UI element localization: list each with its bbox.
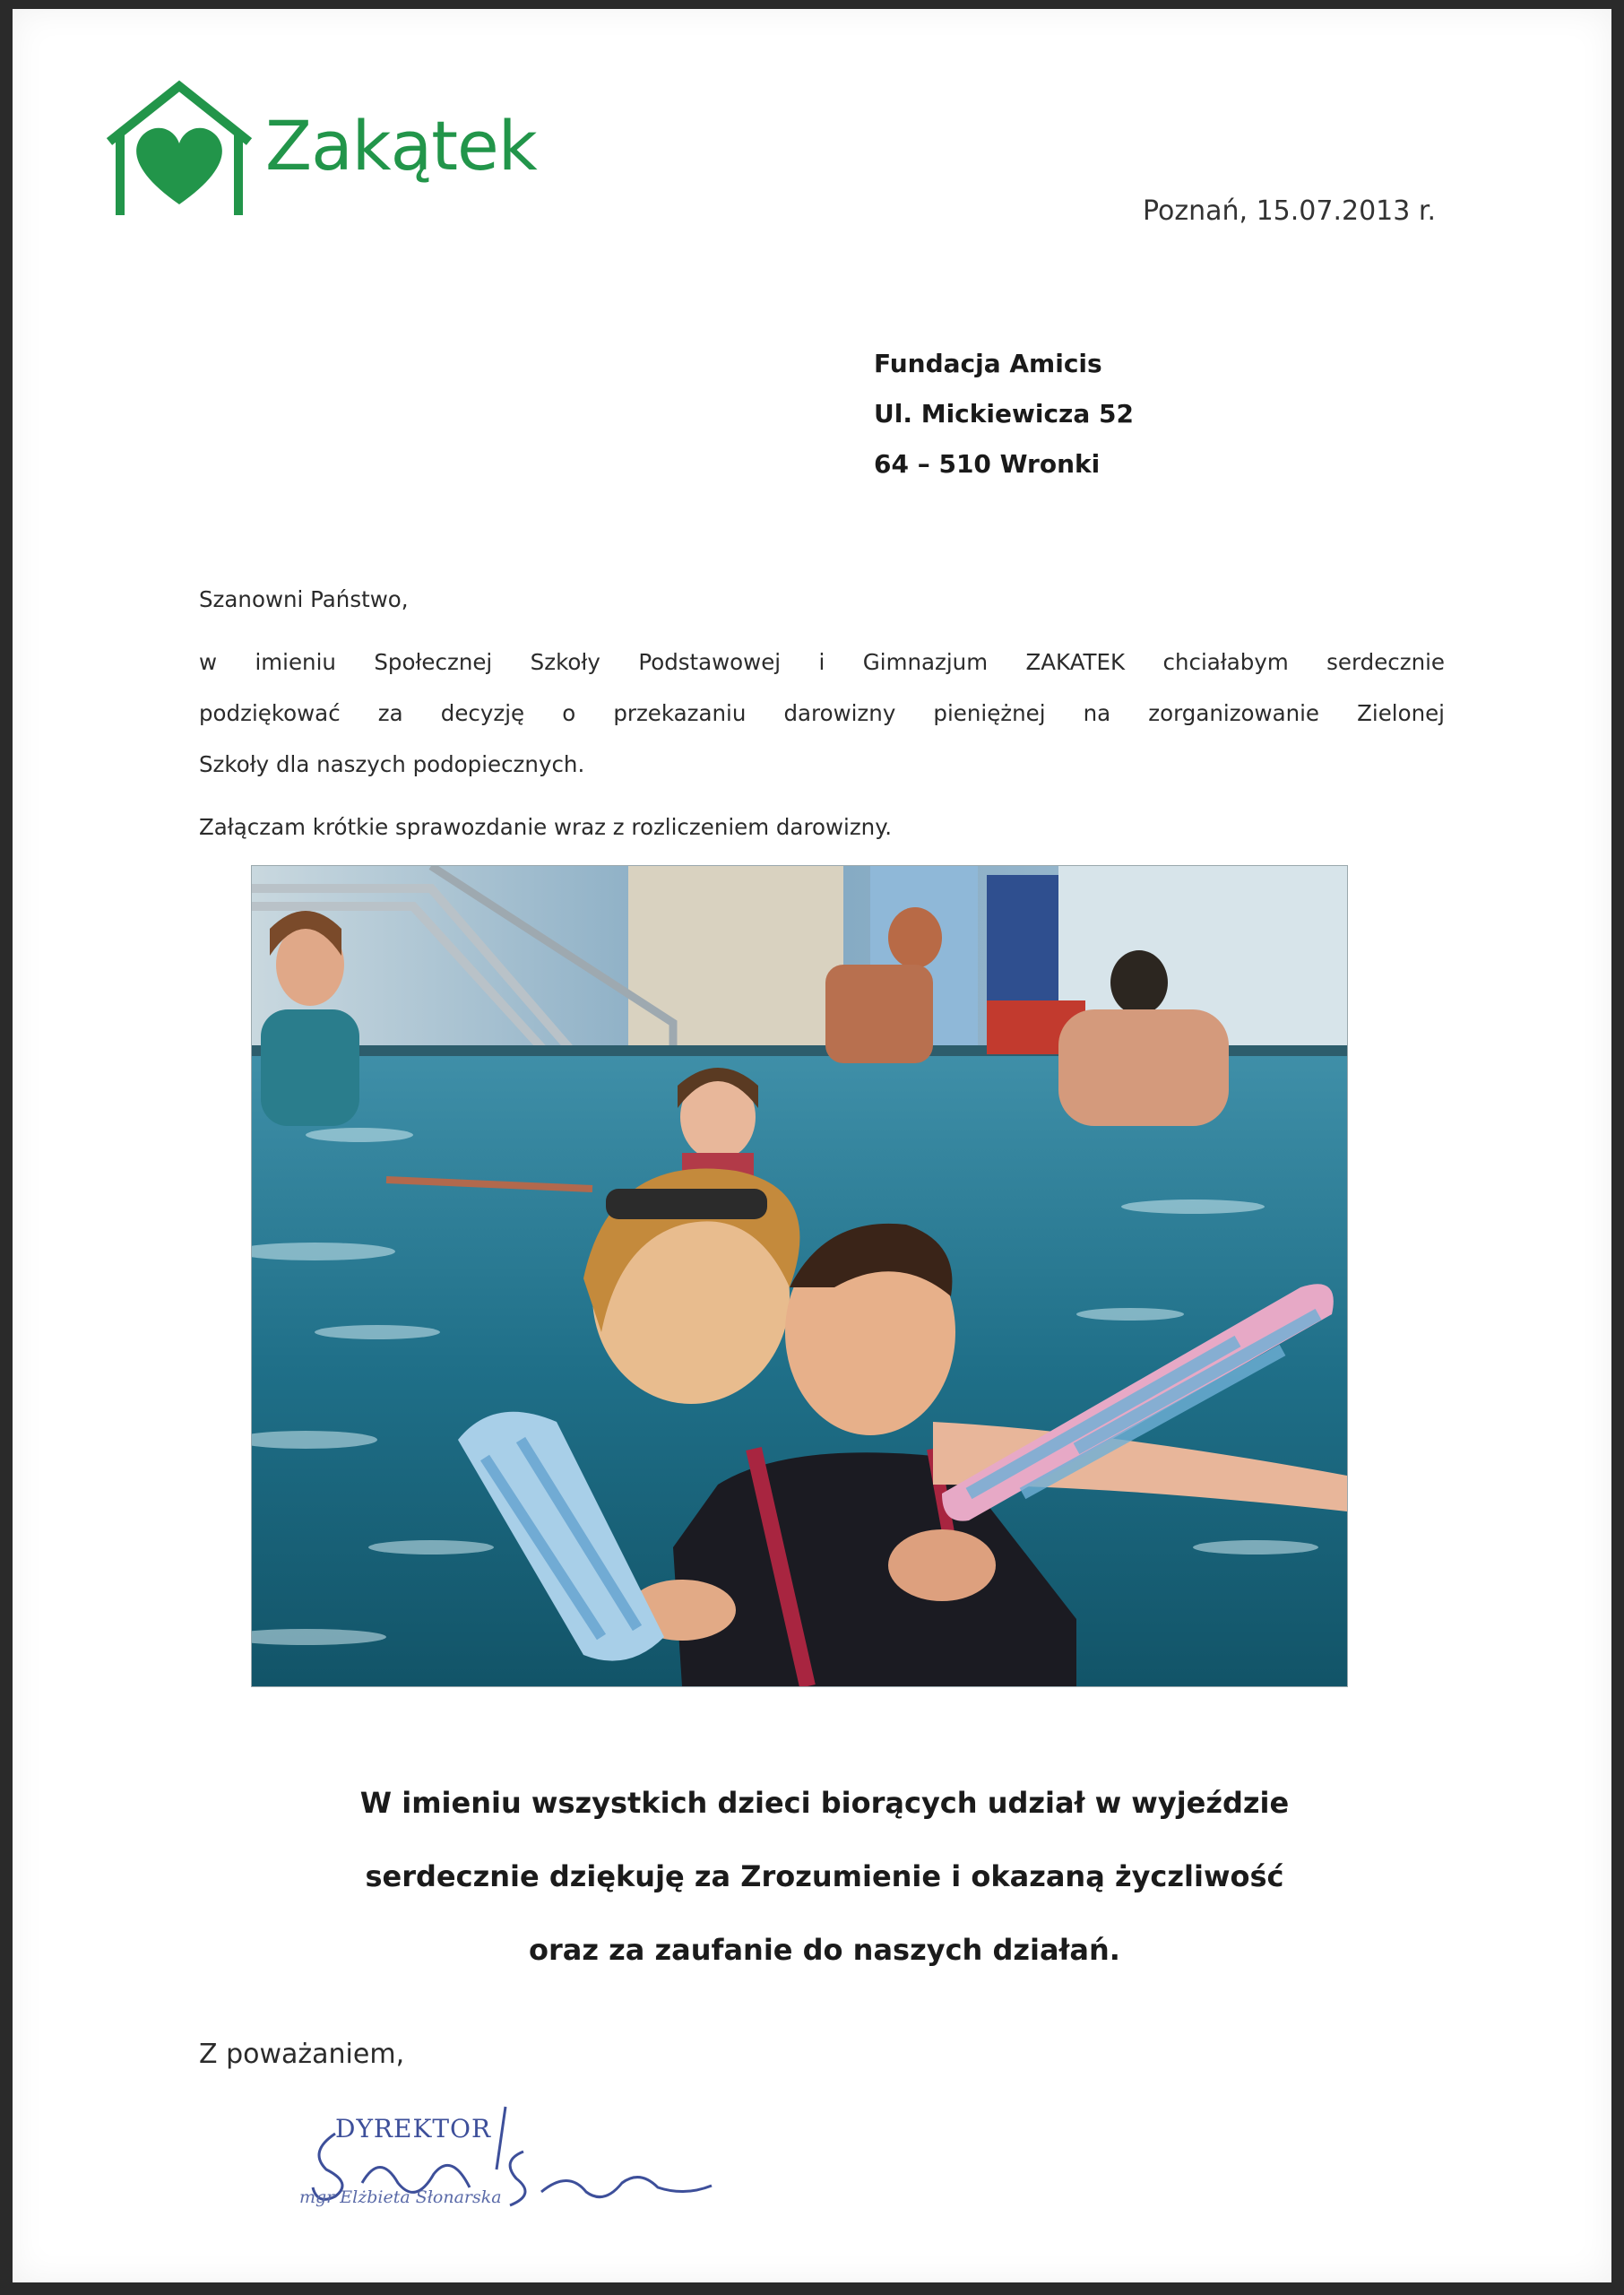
attachment-note: Załączam krótkie sprawozdanie wraz z rozliczeniem darowizny. (199, 814, 892, 840)
thanks-line: W imieniu wszystkich dzieci biorących udział w wyjeździe (359, 1786, 1290, 1820)
recipient-name: Fundacja Amicis (874, 349, 1102, 378)
thanks-block (13, 1766, 1624, 1987)
greeting: Szanowni Państwo, (199, 586, 409, 612)
letter-page (13, 9, 1611, 2282)
letter-date: Poznań, 15.07.2013 r. (1142, 195, 1436, 227)
paragraph-line: Szkoły dla naszych podopiecznych. (199, 751, 585, 777)
swimming-pool-photo (251, 865, 1348, 1687)
paragraph-line: podziękować za decyzję o przekazaniu darowizny pieniężnej na zorganizowanie Zielonej (199, 700, 1445, 726)
recipient-address (874, 339, 1134, 489)
paragraph-line: w imieniu Społecznej Szkoły Podstawowej i Gimnazjum ZAKATEK chciałabym serdecznie (199, 649, 1445, 675)
closing-salutation: Z poważaniem, (199, 2039, 405, 2070)
thanks-line: oraz za zaufanie do naszych działań. (529, 1933, 1120, 1967)
letterhead-logo (102, 79, 537, 222)
thanks-line: serdecznie dziękuję za Zrozumienie i okazaną życzliwość (365, 1859, 1284, 1893)
house-heart-icon (102, 79, 256, 219)
signature-stamp (281, 2098, 747, 2232)
signature-name: mgr Elżbieta Słonarska (299, 2187, 502, 2207)
logo-wordmark: Zakątek (265, 106, 537, 186)
signature-title: DYREKTOR (335, 2114, 492, 2143)
body-paragraph (199, 637, 1445, 790)
recipient-city: 64 – 510 Wronki (874, 449, 1101, 479)
recipient-street: Ul. Mickiewicza 52 (874, 399, 1134, 429)
